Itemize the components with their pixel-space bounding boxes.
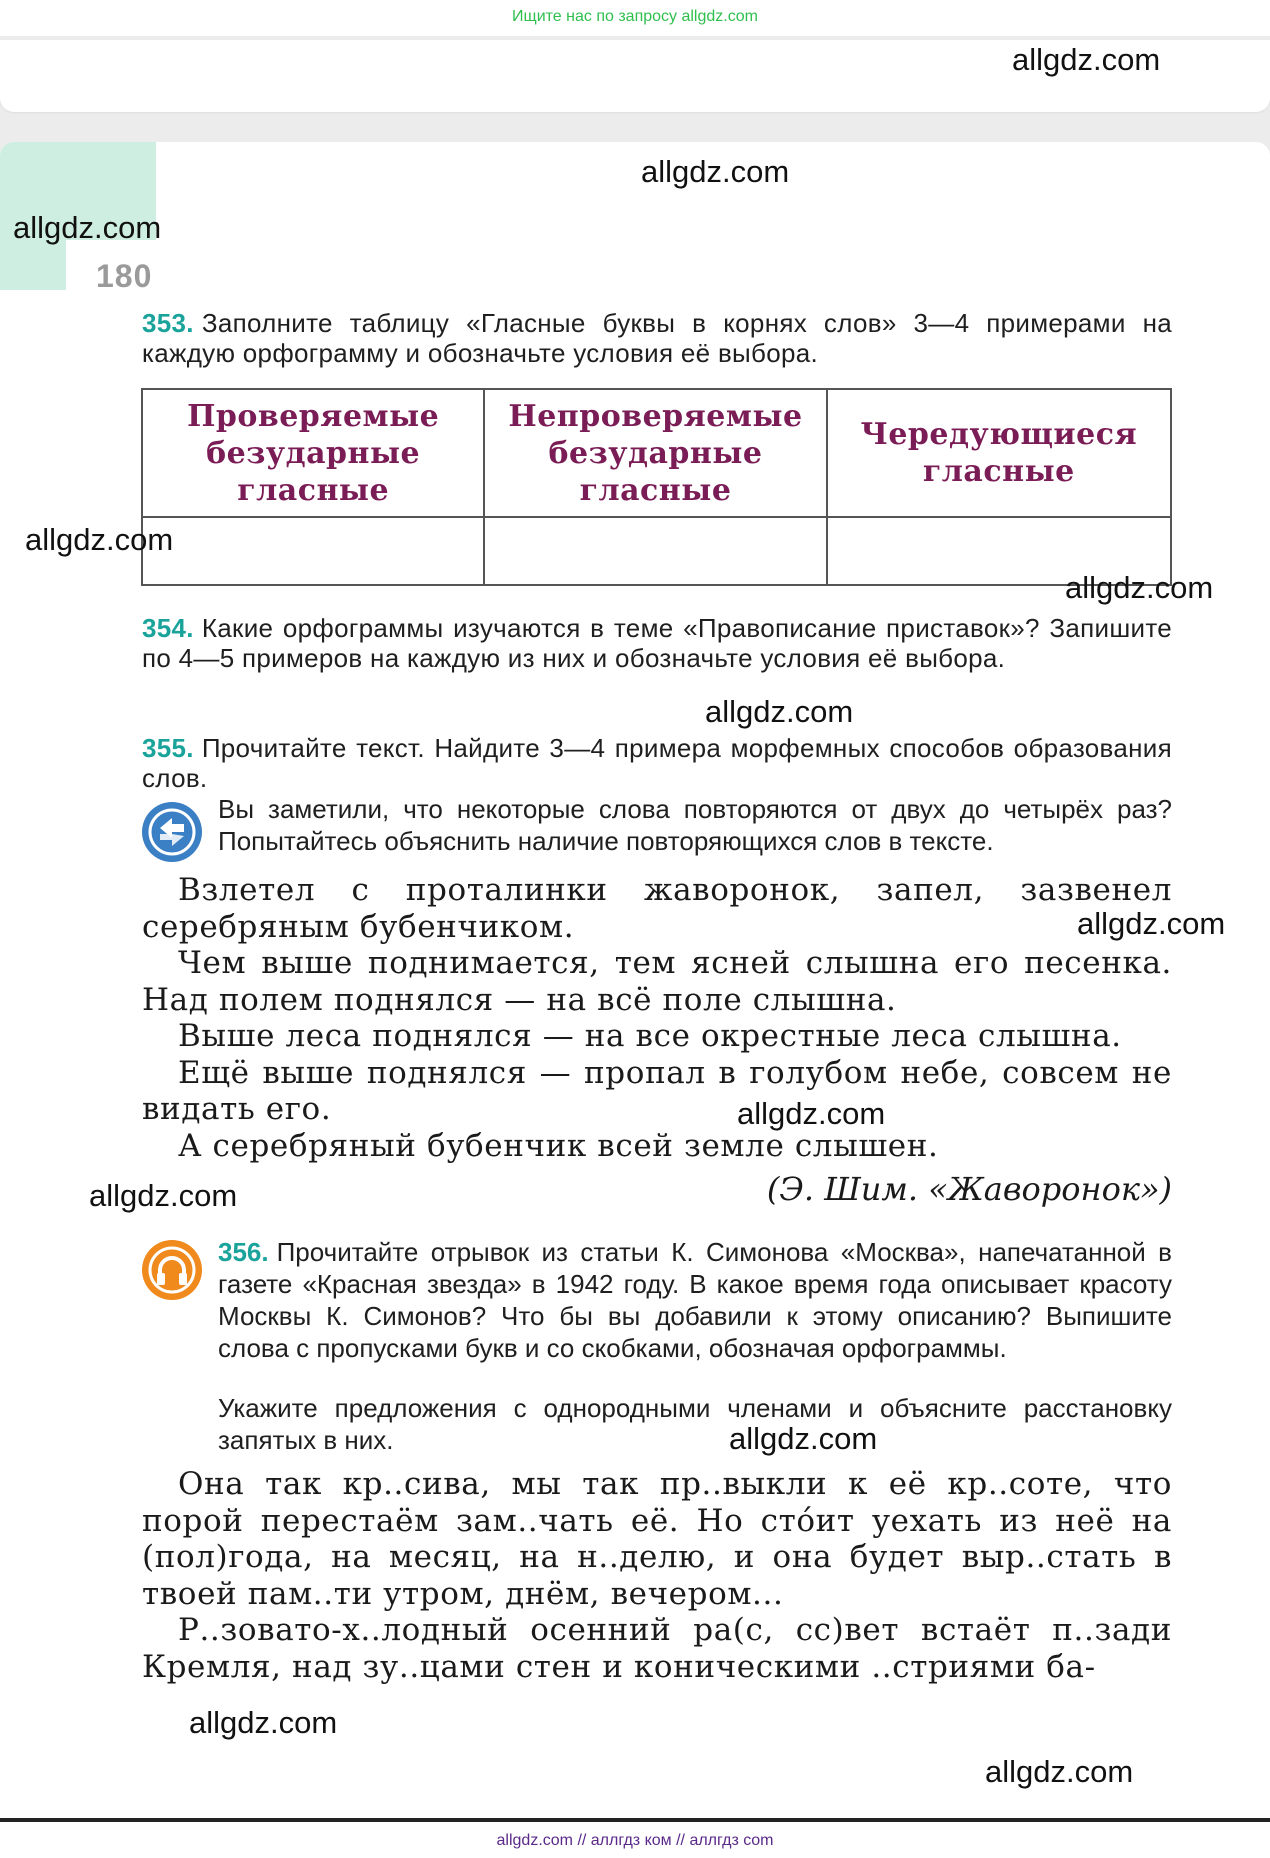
poem-paragraph: Взлетел с проталинки жаворонок, запел, зазвенел серебряным бубенчиком. — [142, 872, 1172, 945]
task-text: Какие орфограммы изучаются в теме «Правописание приставок»? Запишите по 4—5 примеров на каждую из них и обозначьте условия её выбора. — [142, 613, 1172, 673]
poem-paragraph: А серебряный бубенчик всей земле слышен. — [178, 1127, 939, 1164]
watermark: allgdz.com — [729, 1421, 878, 1456]
spelling-table — [141, 388, 1172, 586]
footer-links: allgdz.com // аллгдз ком // аллгдз com — [496, 1832, 774, 1849]
task-number: 355. — [142, 733, 194, 763]
watermark: allgdz.com — [737, 1096, 886, 1131]
watermark: allgdz.com — [189, 1705, 338, 1740]
watermark: allgdz.com — [1065, 570, 1214, 605]
watermark: allgdz.com — [641, 154, 790, 189]
watermark: allgdz.com — [89, 1178, 238, 1213]
excerpt-text — [142, 1466, 1172, 1685]
top-banner — [0, 0, 1270, 36]
poem-attribution: (Э. Шим. «Жаворонок») — [766, 1170, 1172, 1208]
watermark: allgdz.com — [1077, 906, 1226, 941]
repeat-icon — [142, 802, 202, 862]
task-text: Прочитайте текст. Найдите 3—4 примера морфемных способов образования слов. — [142, 733, 1172, 793]
table-cell — [143, 518, 485, 584]
task-text: Заполните таблицу «Гласные буквы в корнях слов» 3—4 примерами на каждую орфограмму и обозначьте условия её выбора. — [142, 308, 1172, 368]
task-number: 353. — [142, 308, 194, 338]
table-header-checkable: Проверяемые безударные гласные — [143, 390, 485, 518]
headphones-icon — [142, 1240, 202, 1300]
poem-paragraph: Чем выше поднимается, тем ясней слышна его песенка. Над полем поднялся — на всё поле слышна. — [142, 945, 1172, 1018]
note-text: Вы заметили, что некоторые слова повторяются от двух до четырёх раз? Попытайтесь объяснить наличие повторяющихся слов в тексте. — [218, 794, 1172, 856]
task-353 — [142, 308, 1172, 368]
watermark: allgdz.com — [985, 1754, 1134, 1789]
task-356 — [218, 1236, 1172, 1364]
task-number: 356. — [218, 1237, 269, 1267]
poem-text — [142, 872, 1172, 1164]
task-number: 354. — [142, 613, 194, 643]
watermark: allgdz.com — [705, 694, 854, 729]
poem-paragraph: Выше леса поднялся — на все окрестные леса слышна. — [178, 1018, 1122, 1054]
page-number: 180 — [96, 258, 153, 294]
poem-paragraph: Ещё выше поднялся — пропал в голубом небе, совсем не видать его. — [142, 1054, 1172, 1127]
excerpt-paragraph: Р..зовато-х..лодный осенний ра(с, сс)вет встаёт п..зади Кремля, над зу..цами стен и коническими ..стриями ба- — [142, 1612, 1172, 1685]
watermark: allgdz.com — [13, 210, 162, 245]
task-text: Прочитайте отрывок из статьи К. Симонова «Москва», напечатанной в газете «Красная звезда» в 1942 году. В какое время года описывает красоту Москвы К. Симонов? Что бы вы добавили к этому описанию? Выпишите слова с пропусками букв и со скобками, обозначая орфограммы. — [218, 1237, 1172, 1363]
watermark: allgdz.com — [25, 522, 174, 557]
task-354 — [142, 613, 1172, 673]
search-hint: Ищите нас по запросу allgdz.com — [512, 8, 758, 25]
excerpt-paragraph: Она так кр..сива, мы так пр..выкли к её кр..соте, что порой перестаём зам..чать её. Но стóит уехать из неё на (пол)года, на месяц, на н..делю, и она будет выр..стать в твоей пам..ти утром, днём, вечером... — [142, 1466, 1172, 1612]
table-header-alternating: Чередующиеся гласные — [828, 390, 1170, 518]
table-header-uncheckable: Непроверяемые безударные гласные — [485, 390, 827, 518]
table-cell — [485, 518, 827, 584]
footer — [0, 1822, 1270, 1858]
task-355 — [142, 733, 1172, 793]
watermark: allgdz.com — [1012, 42, 1161, 77]
task-356-extra: Укажите предложения с однородными членами и объясните расстановку запятых в них. — [218, 1393, 1172, 1455]
